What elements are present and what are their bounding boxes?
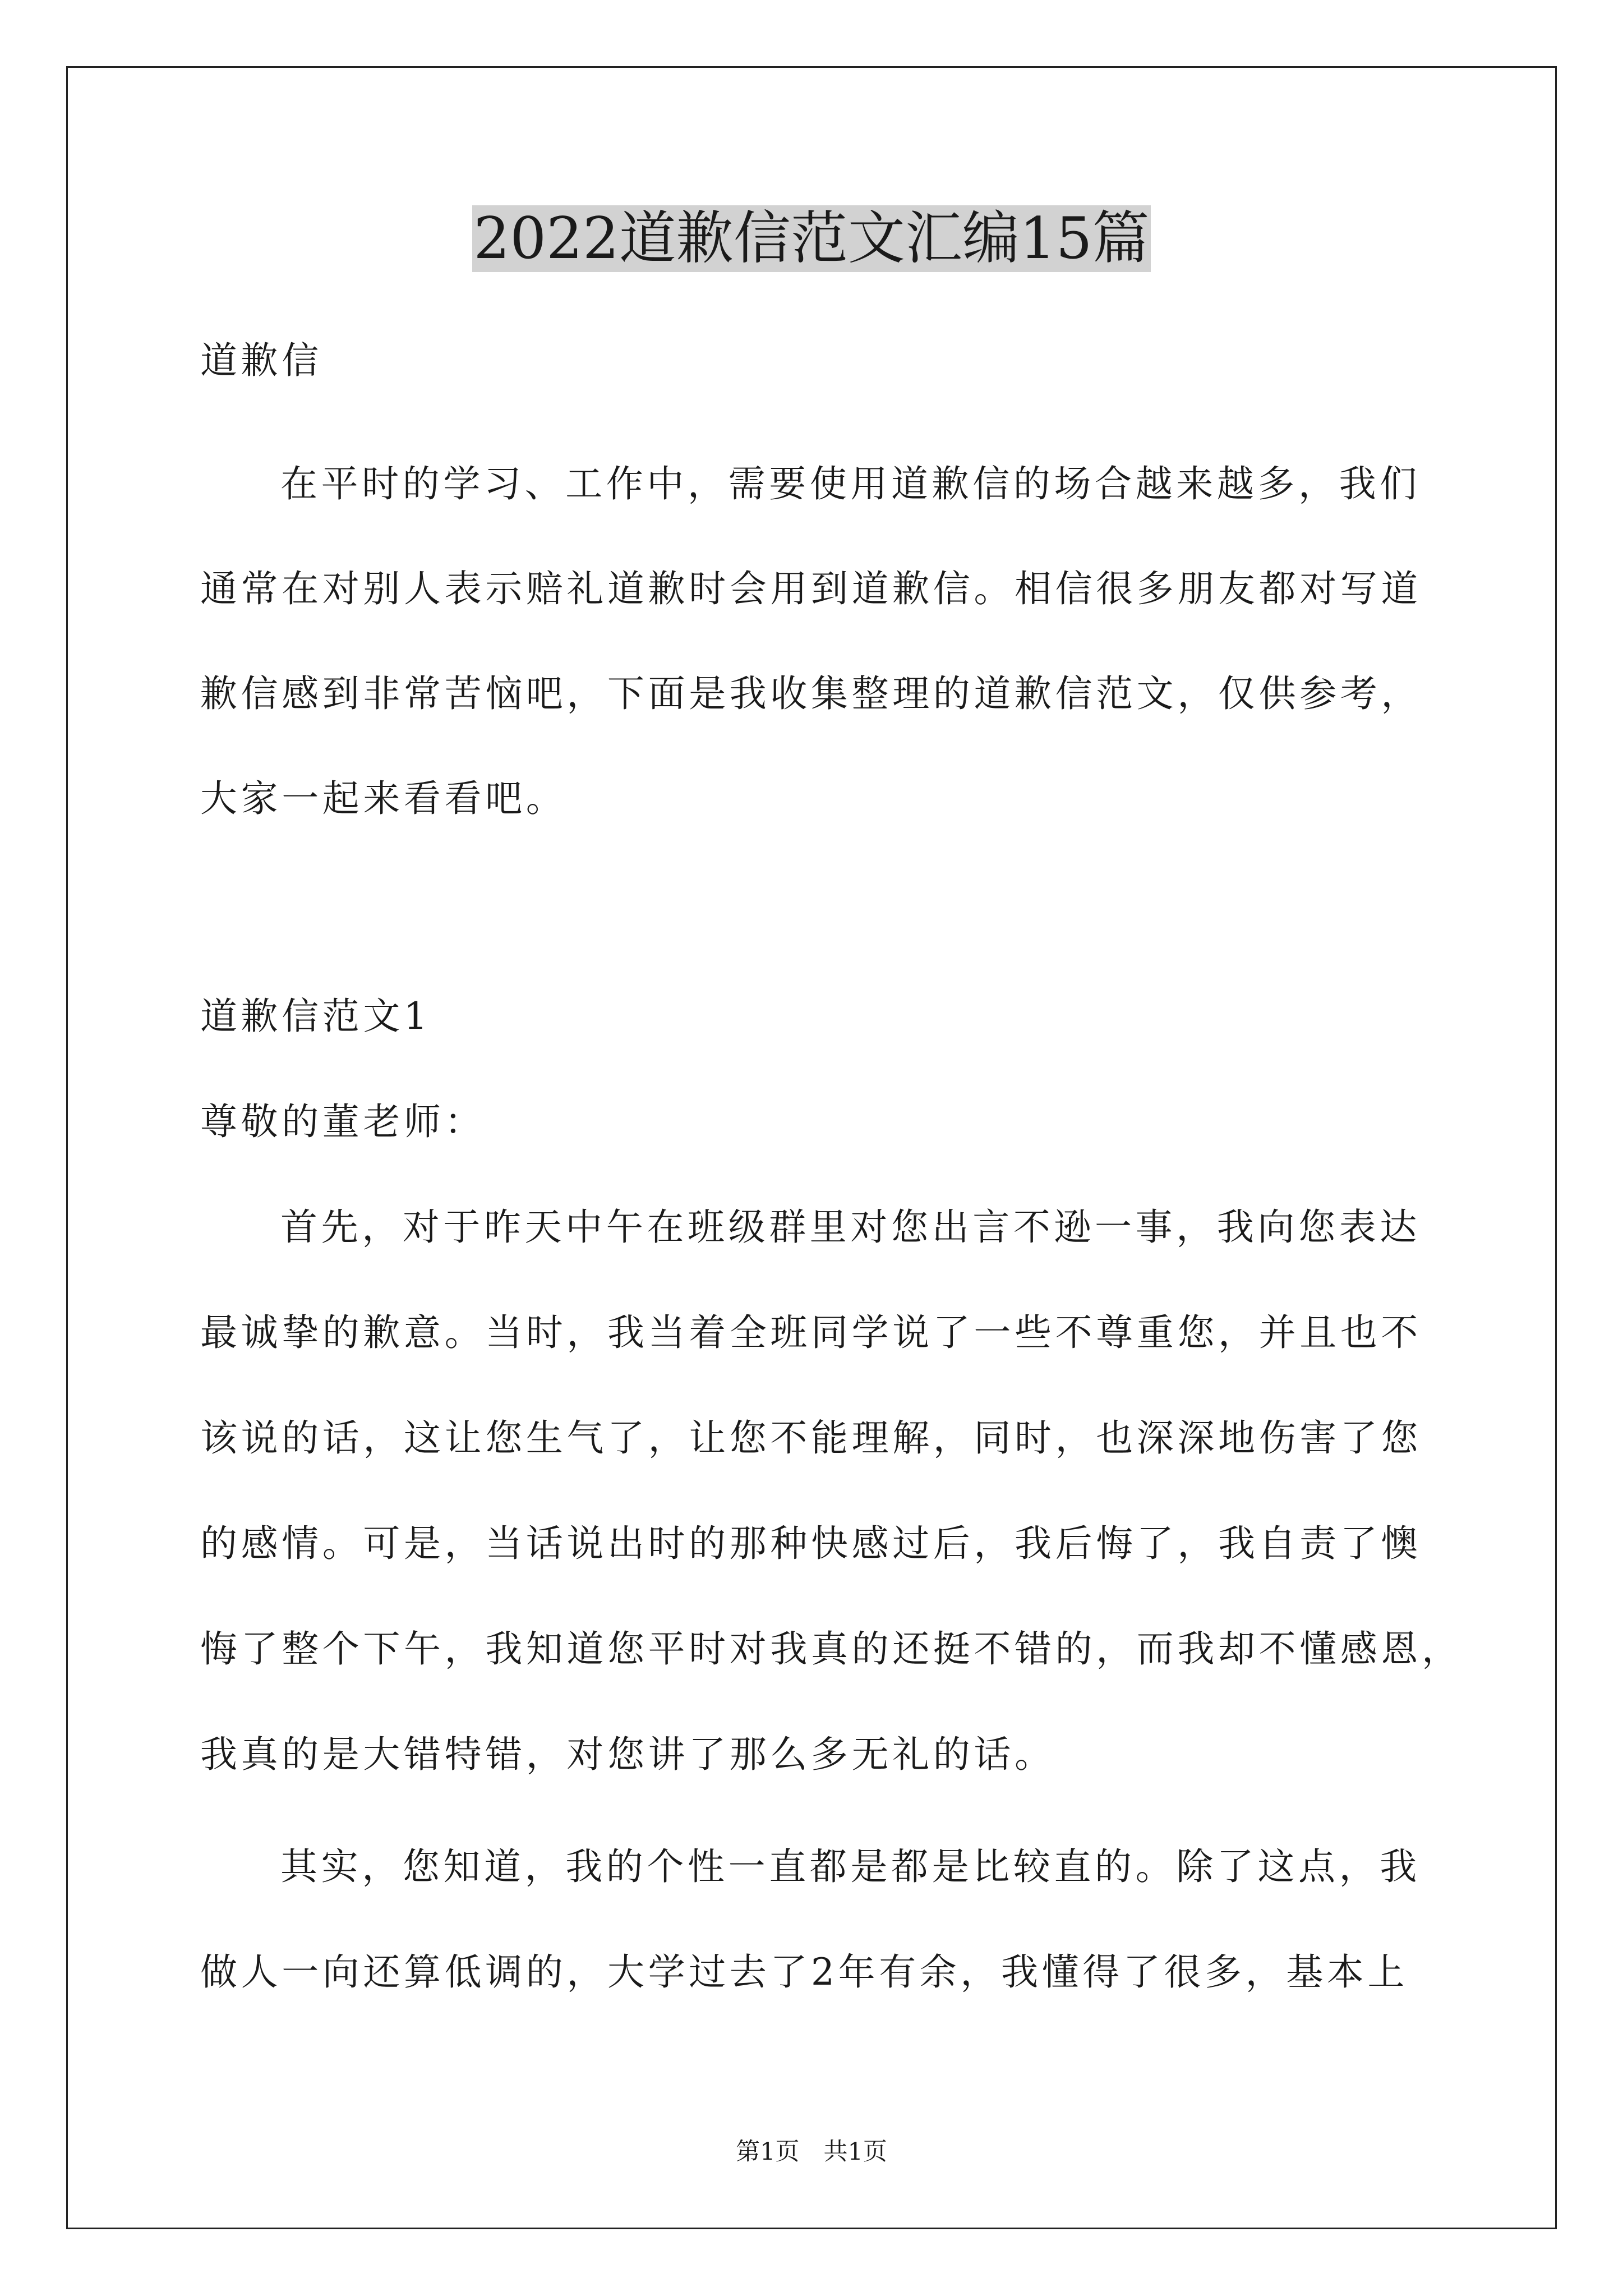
paragraph-line: 在平时的学习、工作中，需要使用道歉信的场合越来越多，我们 [280,462,1421,505]
paragraph-line: 首先，对于昨天中午在班级群里对您出言不逊一事，我向您表达 [280,1205,1421,1249]
section-heading: 道歉信 [200,339,322,382]
paragraph-line: 该说的话，这让您生气了，让您不能理解，同时，也深深地伤害了您 [200,1416,1422,1460]
page-footer: 第1页 共1页 [736,2138,887,2166]
page-border [66,66,1557,2229]
paragraph-line: 做人一向还算低调的，大学过去了2年有余，我懂得了很多，基本上 [200,1950,1408,1994]
section-heading: 道歉信范文1 [200,995,431,1038]
paragraph-line: 通常在对别人表示赔礼道歉时会用到道歉信。相信很多朋友都对写道 [200,567,1422,610]
paragraph-line: 的感情。可是，当话说出时的那种快感过后，我后悔了，我自责了懊 [200,1522,1422,1565]
paragraph-line: 最诚挚的歉意。当时，我当着全班同学说了一些不尊重您，并且也不 [200,1311,1422,1354]
paragraph-line: 我真的是大错特错，对您讲了那么多无礼的话。 [200,1733,1055,1776]
paragraph-line: 大家一起来看看吧。 [200,777,567,820]
paragraph-line: 悔了整个下午，我知道您平时对我真的还挺不错的，而我却不懂感恩， [200,1627,1463,1671]
salutation: 尊敬的董老师： [200,1100,486,1143]
paragraph-line: 其实，您知道，我的个性一直都是都是比较直的。除了这点，我 [280,1845,1421,1888]
paragraph-line: 歉信感到非常苦恼吧，下面是我收集整理的道歉信范文，仅供参考， [200,672,1422,715]
document-title: 2022道歉信范文汇编15篇 [473,205,1150,272]
